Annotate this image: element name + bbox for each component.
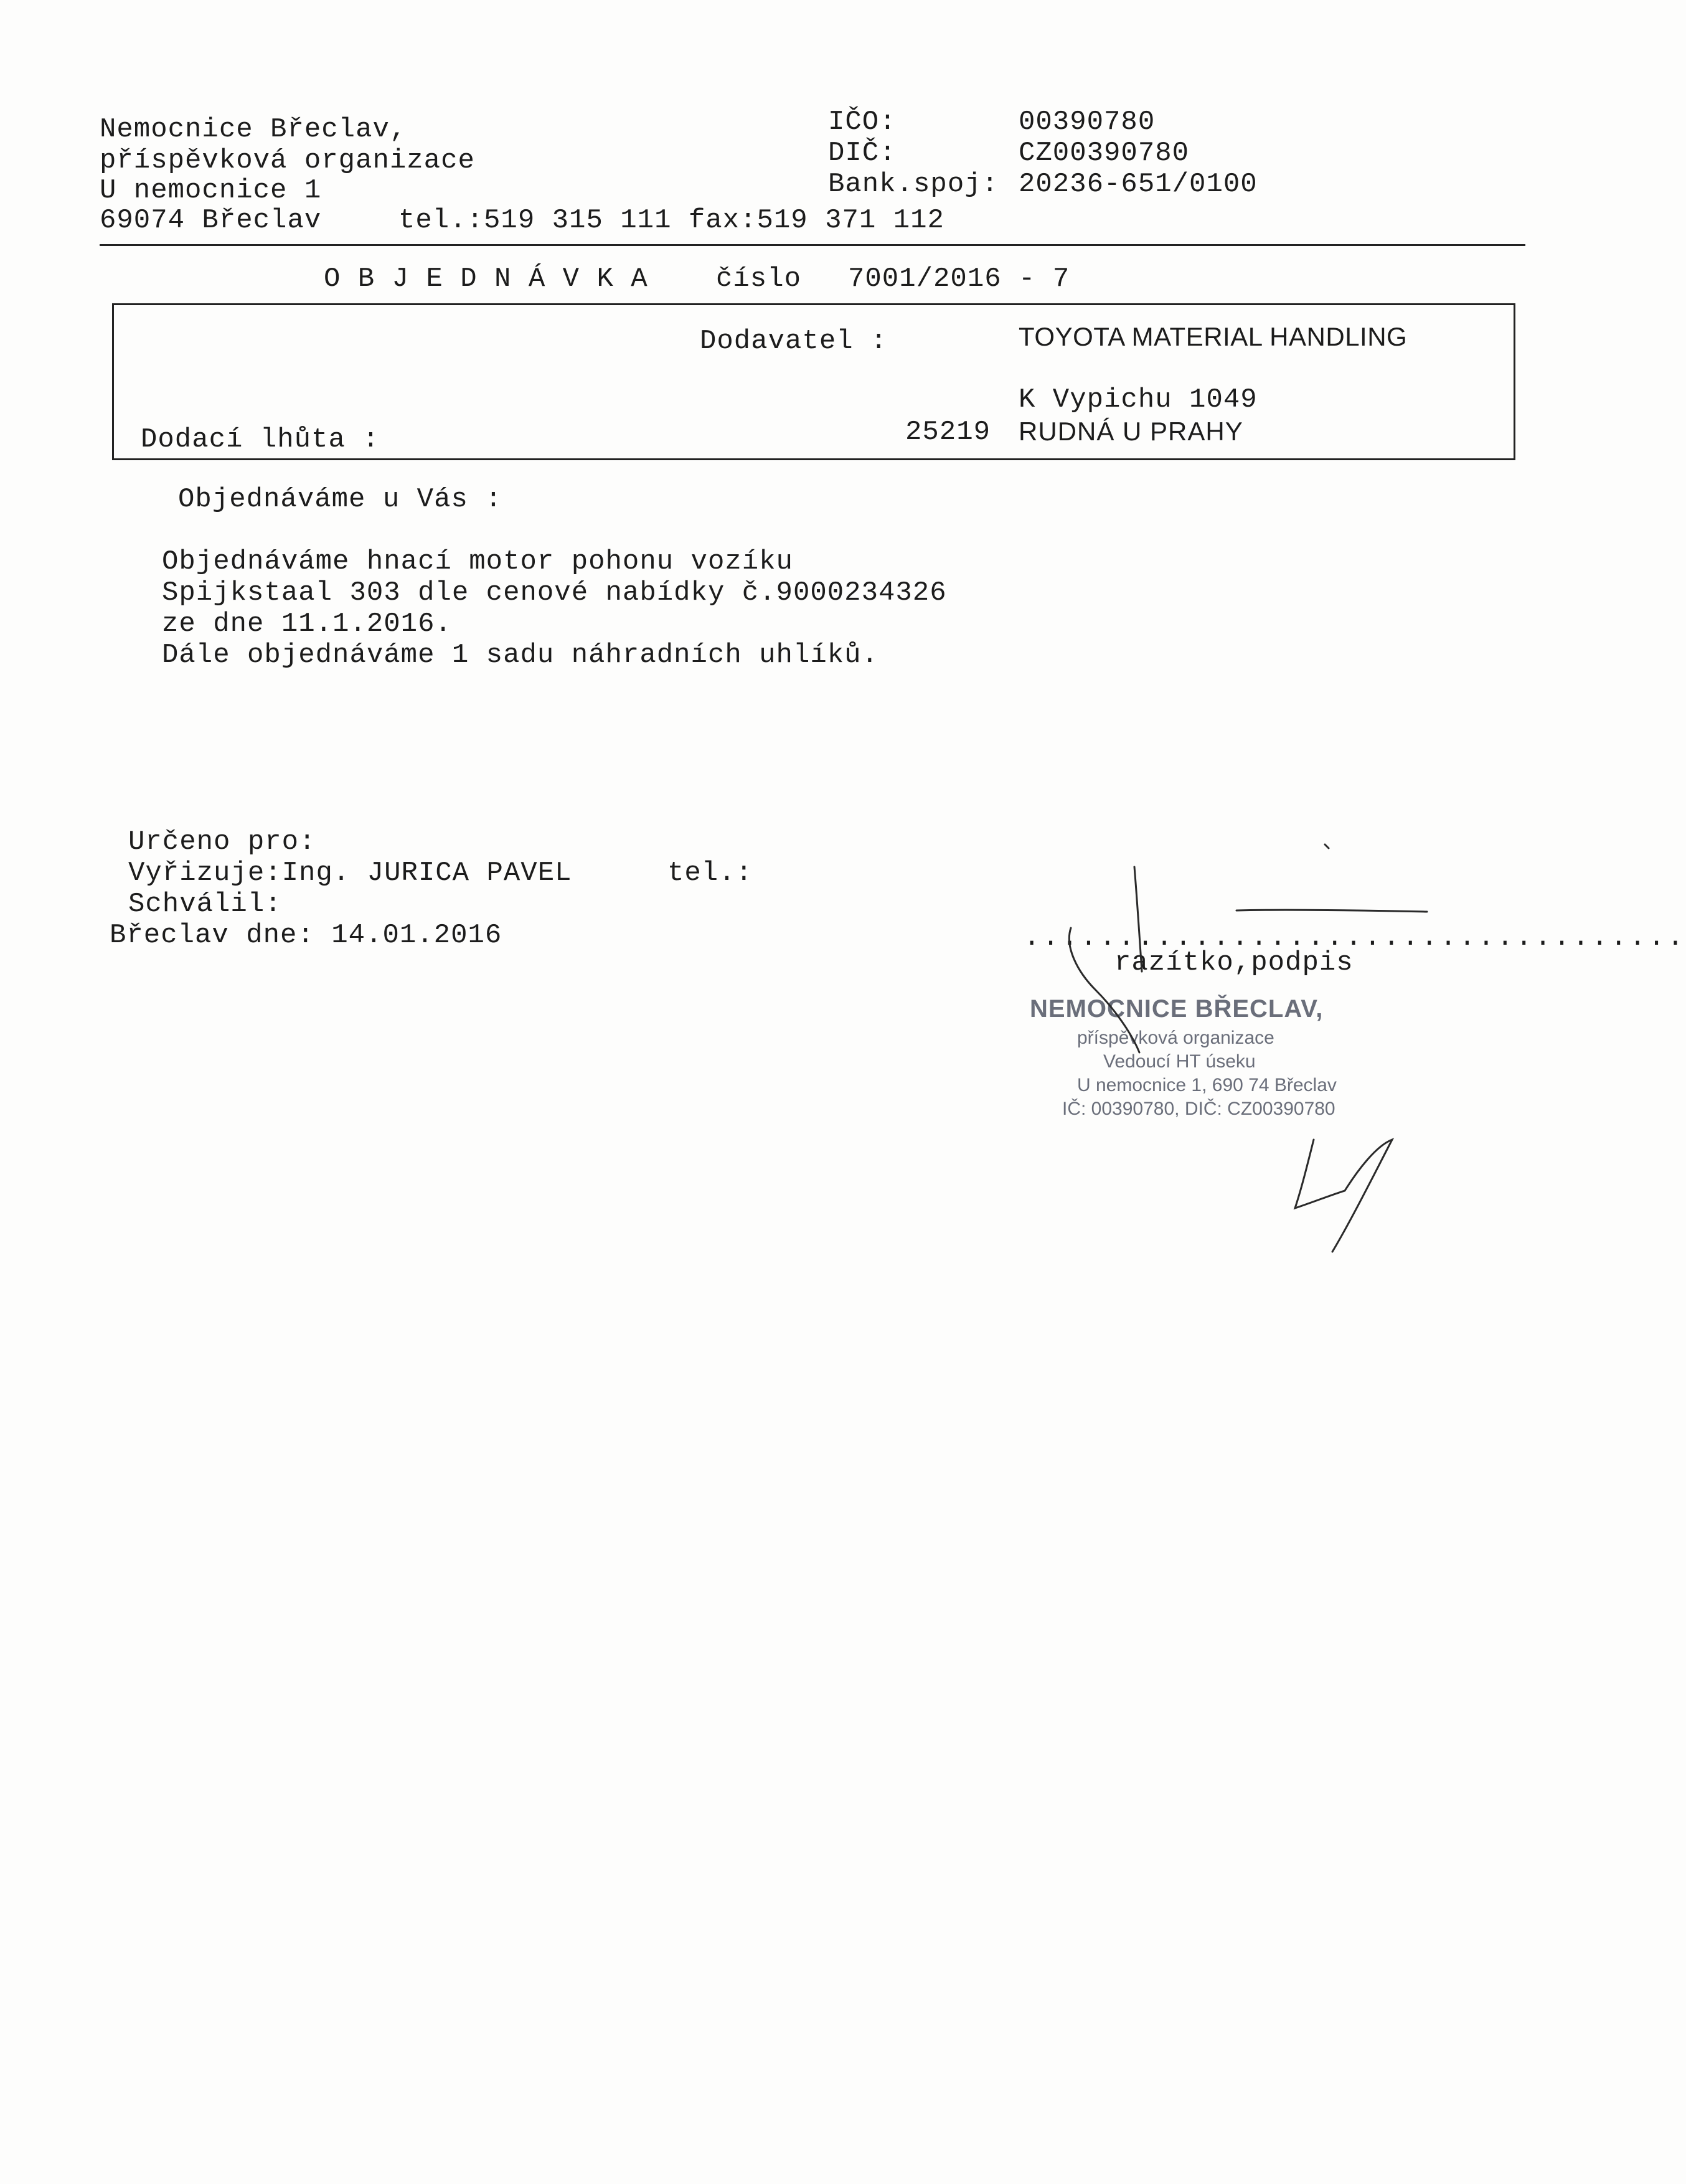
bank-label: Bank.spoj: [828,169,999,200]
sender-contact: tel.:519 315 111 fax:519 371 112 [398,205,944,236]
stamp-line-4: U nemocnice 1, 690 74 Břeclav [1077,1075,1337,1095]
stamp-line-2: příspěvková organizace [1077,1028,1274,1048]
vyrizuje: Vyřizuje:Ing. JURICA PAVEL [128,858,572,889]
stamp-line-1: NEMOCNICE BŘECLAV, [1030,995,1324,1023]
body-line-3: ze dne 11.1.2016. [162,608,452,640]
order-number-label: číslo [716,263,802,295]
body-line-4: Dále objednáváme 1 sadu náhradních uhlíků. [162,640,878,671]
ico-value: 00390780 [1019,106,1156,138]
body-line-1: Objednáváme hnací motor pohonu vozíku [162,546,793,577]
schvalil: Schválil: [128,889,282,920]
supplier-street: K Vypichu 1049 [1019,384,1258,415]
signature-dots: ................................... [1024,922,1686,953]
stamp-line-5: IČ: 00390780, DIČ: CZ00390780 [1062,1099,1335,1119]
sender-street: U nemocnice 1 [100,175,322,206]
stamp-line-3: Vedoucí HT úseku [1103,1051,1256,1072]
stamp-caption: razítko,podpis [1114,947,1354,978]
urceno-pro: Určeno pro: [128,826,316,858]
supplier-name: TOYOTA MATERIAL HANDLING [1019,322,1408,351]
supplier-zip: 25219 [905,417,991,448]
ico-label: IČO: [828,106,897,138]
supplier-label: Dodavatel : [700,326,888,357]
order-number: 7001/2016 - 7 [848,263,1070,295]
order-heading: O B J E D N Á V K A [324,263,648,295]
sender-name: Nemocnice Břeclav, [100,114,407,145]
supplier-city: RUDNÁ U PRAHY [1019,417,1243,446]
bank-value: 20236-651/0100 [1019,169,1258,200]
body-line-2: Spijkstaal 303 dle cenové nabídky č.9000234326 [162,577,947,608]
sender-city: 69074 Břeclav [100,205,322,236]
date-line: Břeclav dne: 14.01.2016 [110,920,502,951]
dic-value: CZ00390780 [1019,138,1190,169]
sender-org-type: příspěvková organizace [100,145,475,176]
body-intro: Objednáváme u Vás : [178,484,502,515]
delivery-label: Dodací lhůta : [141,424,380,455]
dic-label: DIČ: [828,138,897,169]
vyrizuje-tel: tel.: [667,858,753,889]
